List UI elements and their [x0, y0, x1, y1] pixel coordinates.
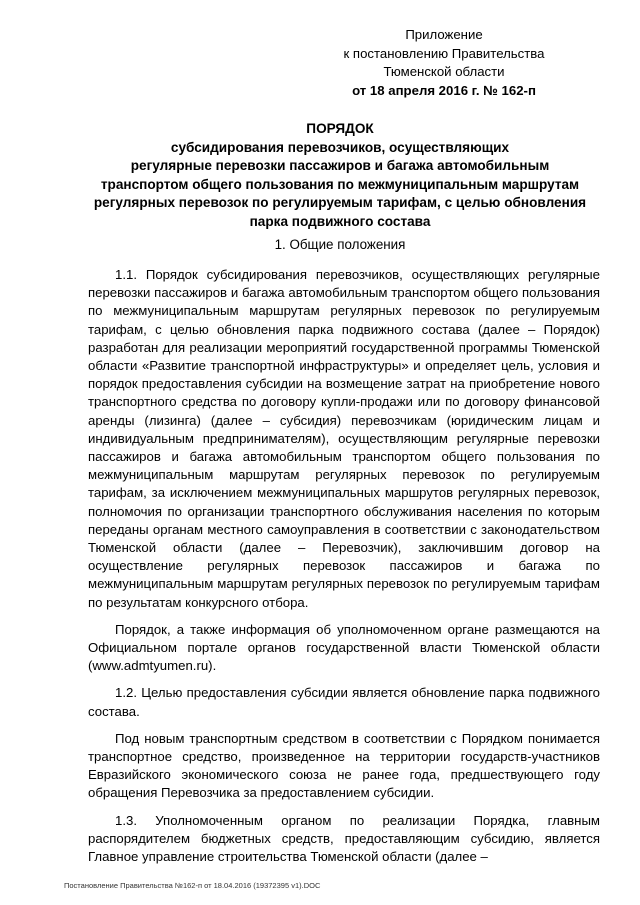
appendix-region: Тюменской области	[383, 64, 505, 79]
section-heading: 1. Общие положения	[274, 237, 406, 252]
appendix-date-number: от 18 апреля 2016 г. № 162-п	[352, 82, 536, 98]
paragraph-1-3: 1.3. Уполномоченным органом по реализации Порядка, главным распорядителем бюджетных средств, предоставляющим субсидию, является Главное управление строительства Тюменской области (далее –	[88, 812, 600, 865]
paragraph-1-1: 1.1. Порядок субсидирования перевозчиков, осуществляющих регулярные перевозки пассажиров и багажа автомобильным транспортом общего пользования по межмуниципальным маршрутам регулярных перевозок по регулируемым тарифам, с целью обновления парка подвижного состава (далее – Порядок) разработан для реализации мероприятий государственной программы Тюменской области «Развитие транспортной инфраструктуры» и определяет цель, условия и порядок предоставления субсидии на возмещение затрат на приобретение нового транспортного средства по договору купли-продажи или по договору финансовой аренды (лизинга) (далее – субсидия) перевозчикам (юридическим лицам и индивидуальным предпринимателям), осуществляющим регулярные перевозки пассажиров и багажа автомобильным транспортом общего пользования по межмуниципальным маршрутам регулярных перевозок по регулируемым тарифам, за исключением межмуниципальных маршрутов регулярных перевозок, полномочия по организации транспортного обслуживания населения по которым переданы органам местного самоуправления в соответствии с законодательством Тюменской области (далее – Перевозчик), заключившим договор на осуществление регулярных перевозок пассажиров и багажа по межмуниципальным маршрутам регулярных перевозок по регулируемым тарифам по результатам конкурсного отбора.	[88, 267, 600, 610]
paragraph-new-vehicle: Под новым транспортным средством в соответствии с Порядком понимается транспортное средство, произведенное на территории государств-участников Евразийского экономического союза не ранее года, предшествующего году обращения Перевозчика за предоставлением субсидии.	[88, 730, 600, 801]
paragraph-portal-info: Порядок, а также информация об уполномоченном органе размещаются на Официальном портале органов государственной власти Тюменской области (www.admtyumen.ru).	[88, 621, 600, 674]
paragraph-1-2: 1.2. Целью предоставления субсидии является обновление парка подвижного состава.	[88, 685, 600, 719]
title-line-2: субсидирования перевозчиков, осуществляющих	[170, 139, 510, 155]
document-title	[80, 120, 600, 231]
appendix-header	[304, 26, 584, 100]
title-line-3: регулярные перевозки пассажиров и багажа автомобильным	[130, 158, 550, 173]
title-line-4: транспортом общего пользования по межмуниципальным маршрутам	[100, 176, 580, 192]
appendix-resolution: к постановлению Правительства	[343, 45, 545, 61]
document-body	[88, 266, 600, 875]
title-line-5: регулярных перевозок по регулируемым тарифам, с целью обновления	[93, 195, 587, 210]
title-line-6: парка подвижного состава	[249, 213, 431, 229]
title-line-1: ПОРЯДОК	[306, 121, 374, 136]
appendix-label: Приложение	[405, 27, 483, 42]
page-footer: Постановление Правительства №162-п от 18.04.2016 (19372395 v1).DOC	[64, 881, 321, 890]
